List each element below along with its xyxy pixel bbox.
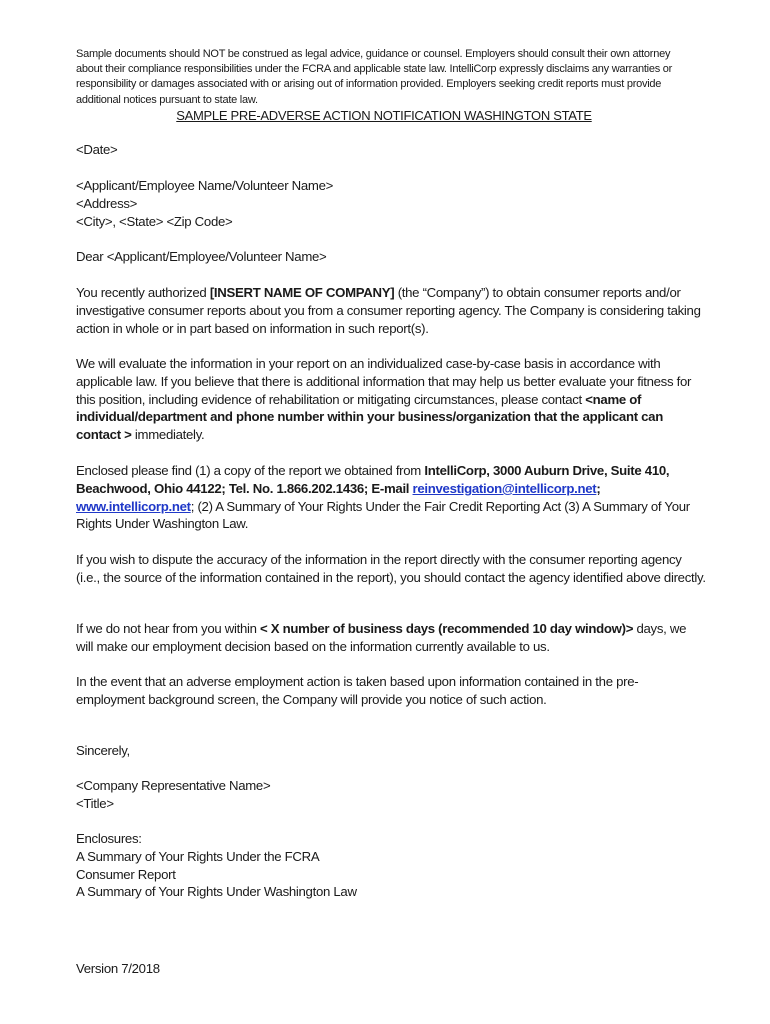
intellicorp-contact: IntelliCorp, 3000 Auburn Drive, Suite 410, Beachwood, Ohio 44122; Tel. No. 1.866.202.1436; E-mail	[76, 463, 670, 496]
enclosure-item: A Summary of Your Rights Under the FCRA	[76, 848, 320, 864]
para3-text: Enclosed please find (1) a copy of the report we obtained from	[76, 463, 425, 478]
legal-disclaimer: Sample documents should NOT be construed as legal advice, guidance or counsel. Employers should consult their own attorney about their compliance responsibilities under the FCRA and applicable state law. IntelliCorp expressly disclaims any warranties or responsibility or damages associated with or arising out of information provided. Employers seeking credit reports must provide additional notices pursuant to state law.	[76, 48, 673, 106]
recipient-address	[76, 177, 706, 230]
document-title: SAMPLE PRE-ADVERSE ACTION NOTIFICATION WASHINGTON STATE	[176, 108, 592, 123]
paragraph-dispute: If you wish to dispute the accuracy of the information in the report directly with the consumer reporting agency (i.e., the source of the information contained in the report), you should contact the agency identified above directly.	[76, 552, 706, 585]
version-footer: Version 7/2018	[76, 961, 160, 976]
signature-block	[76, 777, 706, 813]
enclosure-item: A Summary of Your Rights Under Washington Law	[76, 884, 357, 900]
recipient-street: <Address>	[76, 195, 138, 211]
paragraph-authorization	[76, 284, 706, 337]
para2-text: We will evaluate the information in your report on an individualized case-by-case basis in accordance with applicable law. If you believe that there is additional information that may help us better evaluate your fitness for this position, including evidence of rehabilitation or mitigating circumstances, please contact	[76, 356, 692, 407]
para1-text: You recently authorized	[76, 285, 210, 300]
paragraph-enclosures	[76, 462, 706, 533]
paragraph-response-window	[76, 620, 706, 656]
date-line: <Date>	[76, 142, 118, 157]
website-link[interactable]: www.intellicorp.net	[76, 498, 191, 514]
enclosures-list	[76, 830, 706, 901]
contact-placeholder: <name of individual/department and phone number within your business/organization that the applicant can contact >	[76, 391, 663, 443]
email-link[interactable]: reinvestigation@intellicorp.net	[412, 480, 597, 496]
representative-name: <Company Representative Name>	[76, 778, 271, 793]
salutation: Dear <Applicant/Employee/Volunteer Name>	[76, 249, 327, 264]
closing: Sincerely,	[76, 743, 130, 758]
paragraph-evaluation	[76, 355, 706, 444]
para5-text-end: days, we will make our employment decision based on the information currently available to us.	[76, 621, 687, 654]
enclosure-item: Consumer Report	[76, 866, 176, 882]
recipient-name: <Applicant/Employee Name/Volunteer Name>	[76, 178, 334, 193]
recipient-city-state-zip: <City>, <State> <Zip Code>	[76, 213, 233, 229]
para2-text-end: immediately.	[131, 427, 205, 443]
enclosures-heading: Enclosures:	[76, 831, 142, 846]
representative-title: <Title>	[76, 795, 114, 811]
semicolon: ;	[596, 480, 601, 496]
para5-text: If we do not hear from you within	[76, 621, 261, 636]
business-days-placeholder: < X number of business days (recommended 10 day window)>	[260, 621, 634, 636]
para3-text-end: ; (2) A Summary of Your Rights Under the Fair Credit Reporting Act (3) A Summary of Your Rights Under Washington Law.	[76, 498, 690, 532]
paragraph-adverse-action: In the event that an adverse employment action is taken based upon information contained in the pre-employment background screen, the Company will provide you notice of such action.	[76, 674, 639, 707]
para1-text-end: (the “Company”) to obtain consumer reports and/or investigative consumer reports about you from a consumer reporting agency. The Company is considering taking action in whole or in part based on information in such report(s).	[76, 285, 701, 336]
company-name-placeholder: [INSERT NAME OF COMPANY]	[209, 285, 395, 300]
